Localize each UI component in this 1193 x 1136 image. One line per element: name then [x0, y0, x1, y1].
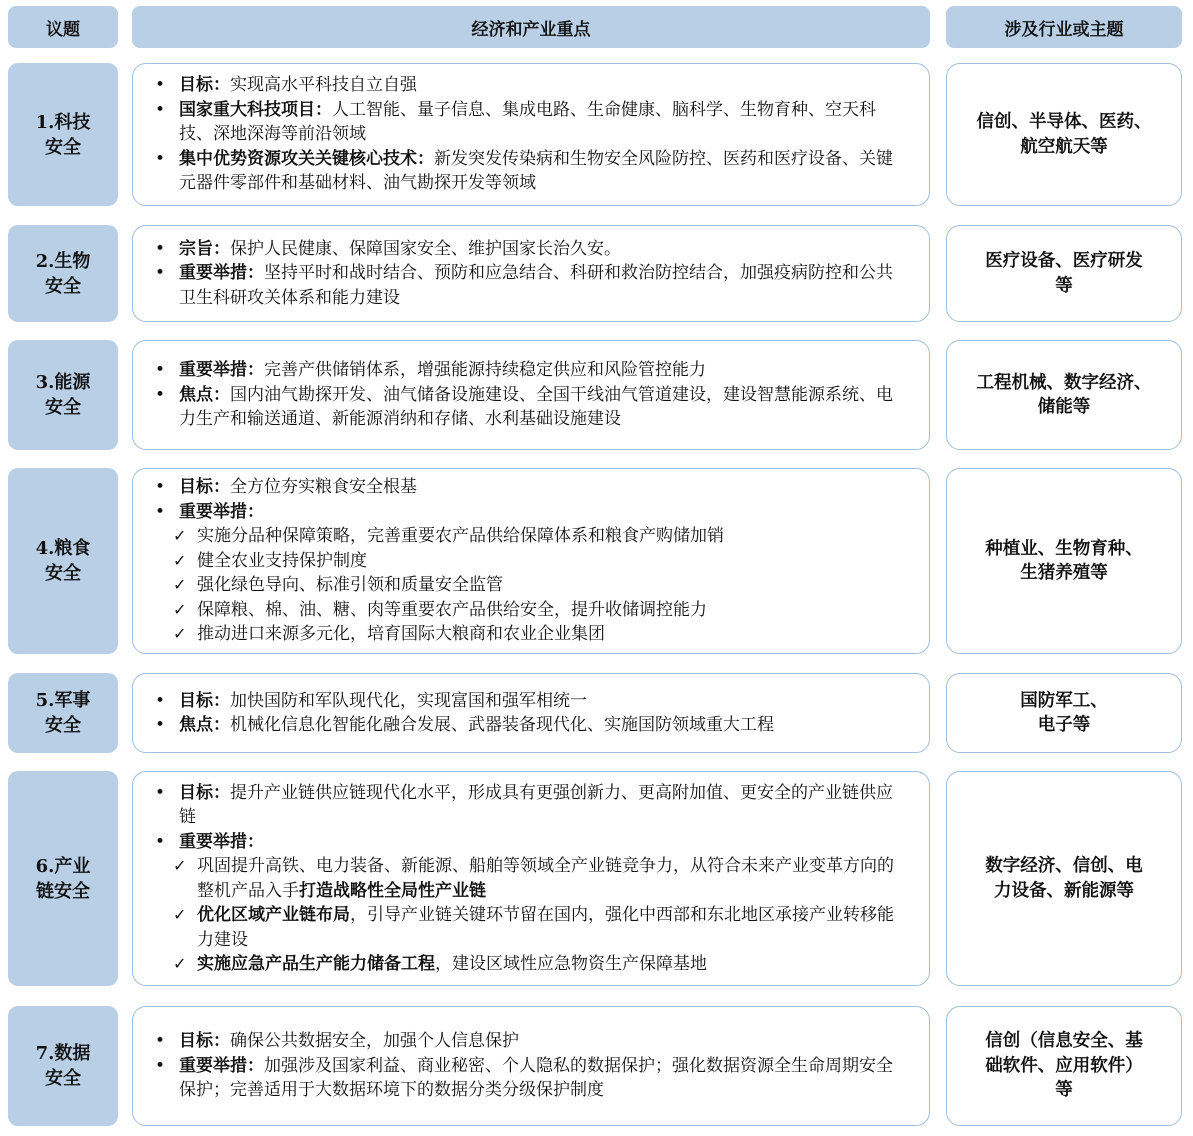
industry-line: 国防军工、 [1020, 690, 1108, 711]
check-item: ✓ 强化绿色导向、标准引领和质量安全监管 [153, 573, 901, 598]
focus-box-military [132, 673, 930, 753]
topic-label-line: 5.军事 [35, 690, 91, 711]
bullet-key: 集中优势资源攻关关键核心技术： [179, 148, 434, 169]
check-item: ✓ 推动进口来源多元化，培育国际大粮商和农业企业集团 [153, 622, 901, 647]
topic-label-line: 4.粮食 [35, 538, 91, 559]
bullet-item [153, 383, 901, 432]
topic-label-bio [8, 225, 118, 322]
check-bold: 打造战略性全局性产业链 [299, 880, 486, 901]
industry-line: 航空航天等 [1020, 136, 1108, 157]
bullet-key: 目标： [179, 477, 230, 498]
bullet-key: 国家重大科技项目： [179, 99, 332, 120]
topic-label-line: 7.数据 [35, 1043, 91, 1064]
industry-line: 数字经济、信创、电 [985, 856, 1143, 876]
industry-box-military [946, 673, 1182, 753]
bullet-item [153, 689, 901, 714]
check-item: ✓ 健全农业支持保护制度 [153, 549, 901, 574]
check-bold: 优化区域产业链布局 [197, 905, 350, 925]
industry-line: 信创（信息安全、基 [985, 1031, 1143, 1052]
topic-label-energy [8, 340, 118, 450]
bullet-item [153, 500, 901, 525]
industry-box-bio [946, 225, 1182, 322]
topic-label-military [8, 673, 118, 753]
bullet-key: 重要举措： [179, 831, 264, 852]
check-item [153, 854, 901, 903]
topic-label-food [8, 468, 118, 654]
check-item: ✓ 实施分品种保障策略，完善重要农产品供给保障体系和粮食产购储加销 [153, 524, 901, 549]
industry-line: 生猪养殖等 [1020, 563, 1108, 583]
bullet-text: 机械化信息化智能化融合发展、武器装备现代化、实施国防领域重大工程 [230, 715, 774, 735]
topic-label-line: 3.能源 [35, 372, 91, 393]
bullet-text: 国内油气勘探开发、油气储备设施建设、全国干线油气管道建设，建设智慧能源系统、电力生产和输送通道、新能源消纳和存储、水利基础设施建设 [179, 384, 893, 430]
topic-label-line: 1.科技 [35, 111, 91, 133]
industry-line: 等 [1055, 1080, 1073, 1101]
industry-line: 础软件、应用软件） [985, 1055, 1143, 1076]
bullet-text: 保护人民健康、保障国家安全、维护国家长治久安。 [230, 238, 621, 259]
bullet-item [153, 830, 901, 855]
bullet-item [153, 781, 901, 830]
bullet-item [153, 147, 901, 196]
bullet-text: 加快国防和军队现代化，实现富国和强军相统一 [230, 690, 587, 711]
bullet-key: 重要举措： [179, 263, 264, 284]
bullet-key: 重要举措： [179, 501, 264, 522]
bullet-key: 目标： [179, 782, 230, 803]
header-focus: 经济和产业重点 [132, 6, 930, 48]
bullet-item [153, 261, 901, 310]
industry-line: 力设备、新能源等 [994, 880, 1134, 901]
bullet-text: 实现高水平科技自立自强 [230, 75, 417, 96]
check-text: 巩固提升高铁、电力装备、新能源、船舶等领域全产业链竞争力，从符合未来产业变革方向的整机产品入手 [197, 856, 894, 901]
bullet-item [153, 1054, 901, 1103]
focus-box-data [132, 1006, 930, 1126]
bullet-text: 提升产业链供应链现代化水平，形成具有更强创新力、更高附加值、更安全的产业链供应链 [179, 782, 893, 827]
header-topic: 议题 [8, 6, 118, 48]
topic-label-line: 安全 [44, 715, 81, 736]
check-item [153, 903, 901, 952]
bullet-key: 焦点： [179, 715, 230, 735]
bullet-text: 加强涉及国家利益、商业秘密、个人隐私的数据保护；强化数据资源全生命周期安全保护；完善适用于大数据环境下的数据分类分级保护制度 [179, 1055, 893, 1101]
topic-label-line: 安全 [44, 136, 81, 158]
bullet-key: 目标： [179, 1031, 230, 1052]
bullet-key: 目标： [179, 690, 230, 711]
bullet-item [153, 475, 901, 500]
topic-label-line: 安全 [44, 563, 81, 584]
bullet-text: 确保公共数据安全，加强个人信息保护 [230, 1031, 519, 1052]
industry-line: 工程机械、数字经济、 [976, 372, 1152, 393]
bullet-item [153, 98, 901, 147]
topic-label-line: 安全 [44, 1068, 81, 1089]
bullet-key: 目标： [179, 75, 230, 96]
bullet-text: 新发突发传染病和生物安全风险防控、医药和医疗设备、关键元器件零部件和基础材料、油气勘探开发等领域 [179, 148, 893, 194]
bullet-item [153, 1029, 901, 1054]
focus-box-supply-chain [132, 771, 930, 986]
focus-box-bio [132, 225, 930, 322]
bullet-item [153, 73, 901, 98]
check-text: ，引导产业链关键环节留在国内，强化中西部和东北地区承接产业转移能力建设 [197, 905, 894, 950]
topic-label-tech [8, 63, 118, 206]
industry-line: 电子等 [1037, 715, 1091, 735]
industry-line: 等 [1055, 275, 1073, 296]
check-item: ✓ 保障粮、棉、油、糖、肉等重要农产品供给安全，提升收储调控能力 [153, 598, 901, 623]
bullet-text: 完善产供储销体系，增强能源持续稳定供应和风险管控能力 [264, 360, 706, 381]
industry-box-data [946, 1006, 1182, 1126]
industry-box-supply-chain [946, 771, 1182, 986]
bullet-text: 坚持平时和战时结合、预防和应急结合、科研和救治防控结合，加强疫病防控和公共卫生科研攻关体系和能力建设 [179, 263, 893, 308]
industry-line: 信创、半导体、医药、 [976, 112, 1152, 132]
bullet-key: 重要举措： [179, 360, 264, 381]
industry-box-tech [946, 63, 1182, 206]
bullet-key: 宗旨： [179, 238, 230, 259]
check-text: ，建设区域性应急物资生产保障基地 [435, 954, 707, 974]
check-item [153, 952, 901, 977]
topic-label-line: 6.产业 [35, 855, 91, 877]
topic-label-data [8, 1006, 118, 1126]
topic-label-line: 安全 [44, 275, 81, 297]
focus-box-energy [132, 340, 930, 450]
bullet-text: 全方位夯实粮食安全根基 [230, 477, 417, 498]
industry-box-energy [946, 340, 1182, 450]
bullet-text: 人工智能、量子信息、集成电路、生命健康、脑科学、生物育种、空天科技、深地深海等前沿领域 [179, 99, 876, 145]
bullet-item [153, 713, 901, 738]
check-bold: 实施应急产品生产能力储备工程 [197, 954, 435, 974]
bullet-key: 重要举措： [179, 1055, 264, 1076]
topic-label-supply-chain [8, 771, 118, 986]
bullet-key: 焦点： [179, 384, 230, 405]
industry-box-food [946, 468, 1182, 654]
focus-box-tech [132, 63, 930, 206]
bullet-item [153, 237, 901, 262]
industry-line: 医疗设备、医疗研发 [985, 251, 1143, 271]
topic-label-line: 2.生物 [35, 250, 91, 272]
industry-line: 种植业、生物育种、 [985, 538, 1143, 559]
header-industry: 涉及行业或主题 [946, 6, 1182, 48]
industry-line: 储能等 [1037, 397, 1091, 417]
topic-label-line: 安全 [44, 397, 81, 418]
topic-label-line: 链安全 [35, 880, 90, 902]
focus-box-food [132, 468, 930, 654]
bullet-item [153, 358, 901, 383]
